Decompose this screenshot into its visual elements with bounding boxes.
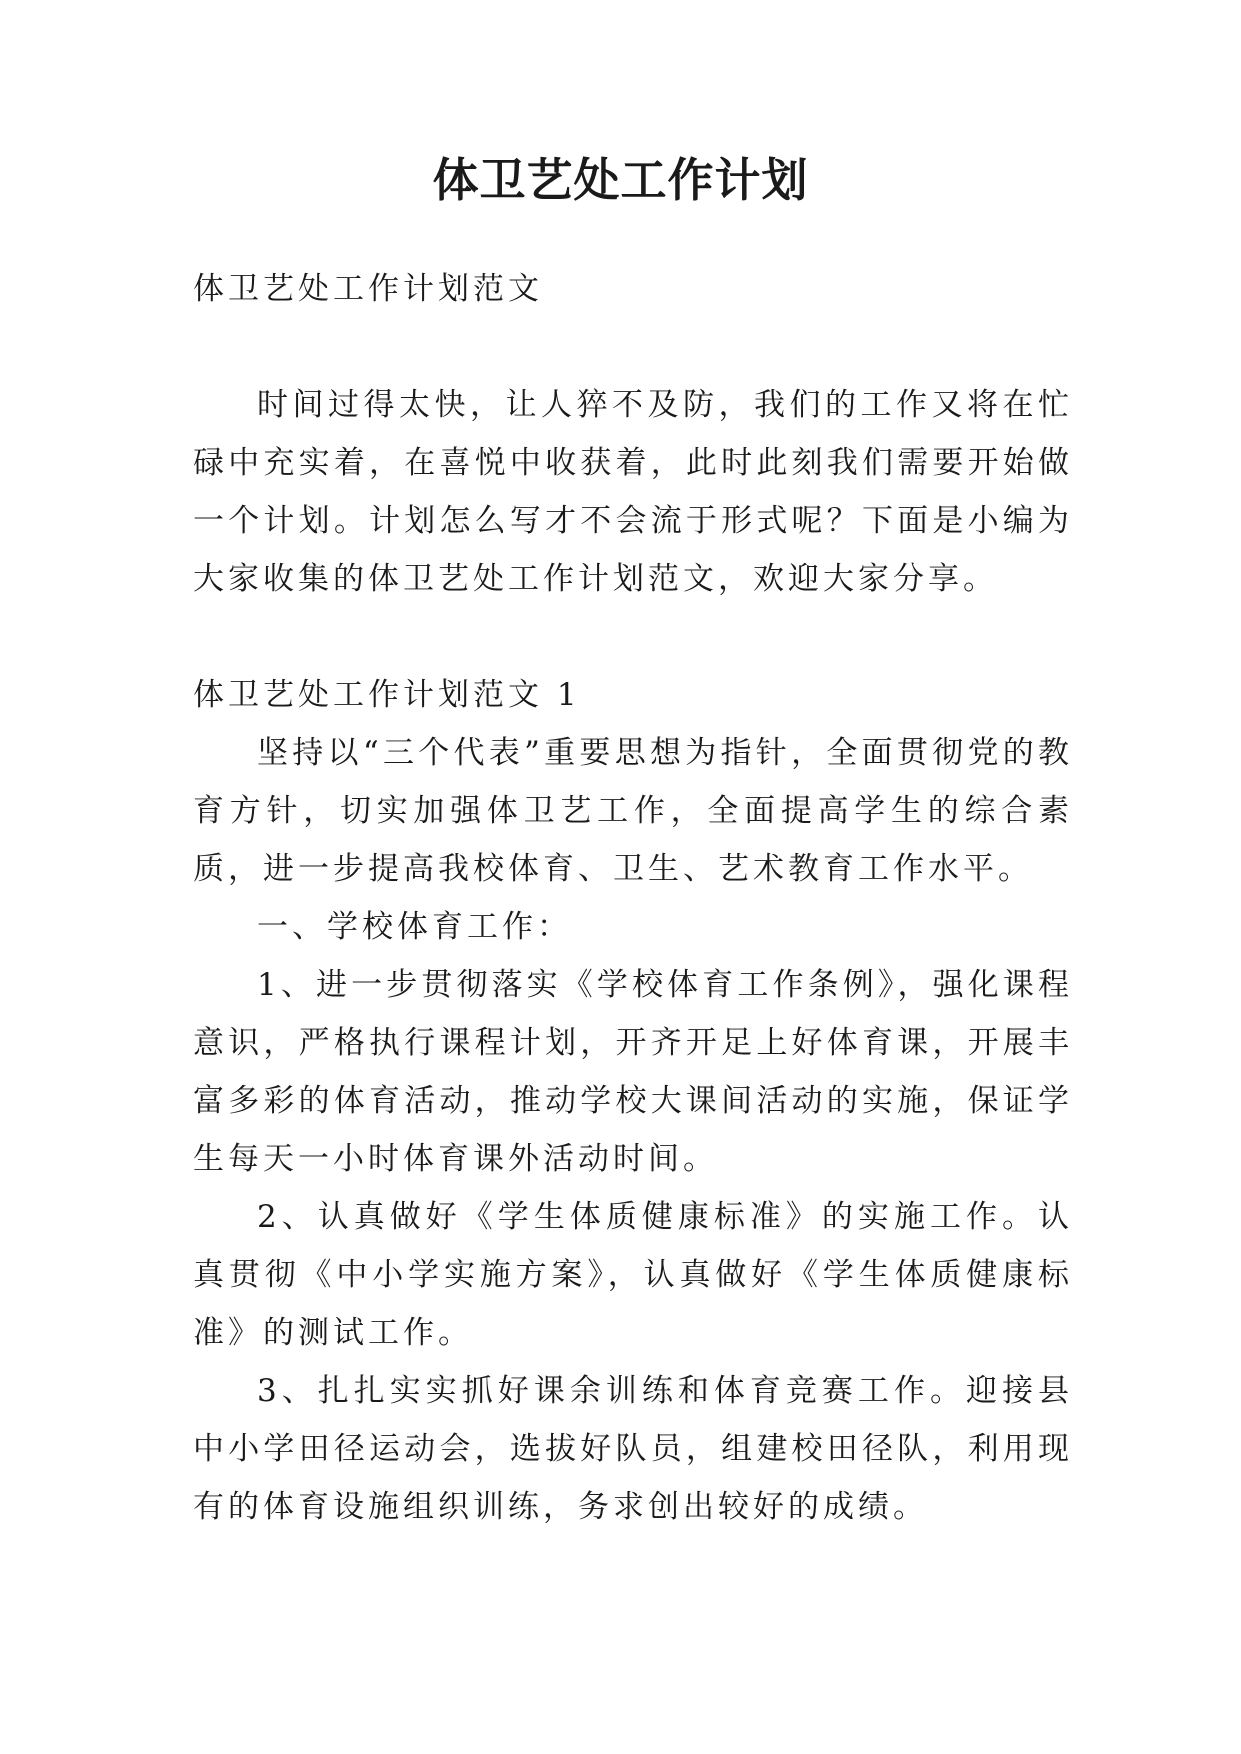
document-body	[193, 260, 1073, 1536]
body-heading-pe-work: 一、学校体育工作：	[257, 909, 572, 945]
body-paragraph-item-1: 1、进一步贯彻落实《学校体育工作条例》，强化课程意识，严格执行课程计划，开齐开足上好体育课，开展丰富多彩的体育活动，推动学校大课间活动的实施，保证学生每天一小时体育课外活动时间。	[193, 967, 1073, 1177]
intro-paragraph: 时间过得太快，让人猝不及防，我们的工作又将在忙碌中充实着，在喜悦中收获着，此时此刻我们需要开始做一个计划。计划怎么写才不会流于形式呢？下面是小编为大家收集的体卫艺处工作计划范文，欢迎大家分享。	[193, 387, 1073, 597]
body-paragraph-guideline: 坚持以“三个代表”重要思想为指针，全面贯彻党的教育方针，切实加强体卫艺工作，全面提高学生的综合素质，进一步提高我校体育、卫生、艺术教育工作水平。	[193, 735, 1073, 887]
document-title: 体卫艺处工作计划	[432, 153, 809, 207]
document-subtitle: 体卫艺处工作计划范文	[193, 271, 543, 307]
body-paragraph-item-2: 2、认真做好《学生体质健康标准》的实施工作。认真贯彻《中小学实施方案》，认真做好《学生体质健康标准》的测试工作。	[193, 1199, 1073, 1351]
section-heading: 体卫艺处工作计划范文 1	[193, 677, 581, 713]
body-paragraph-item-3: 3、扎扎实实抓好课余训练和体育竞赛工作。迎接县中小学田径运动会，选拔好队员，组建校田径队，利用现有的体育设施组织训练，务求创出较好的成绩。	[193, 1373, 1073, 1525]
